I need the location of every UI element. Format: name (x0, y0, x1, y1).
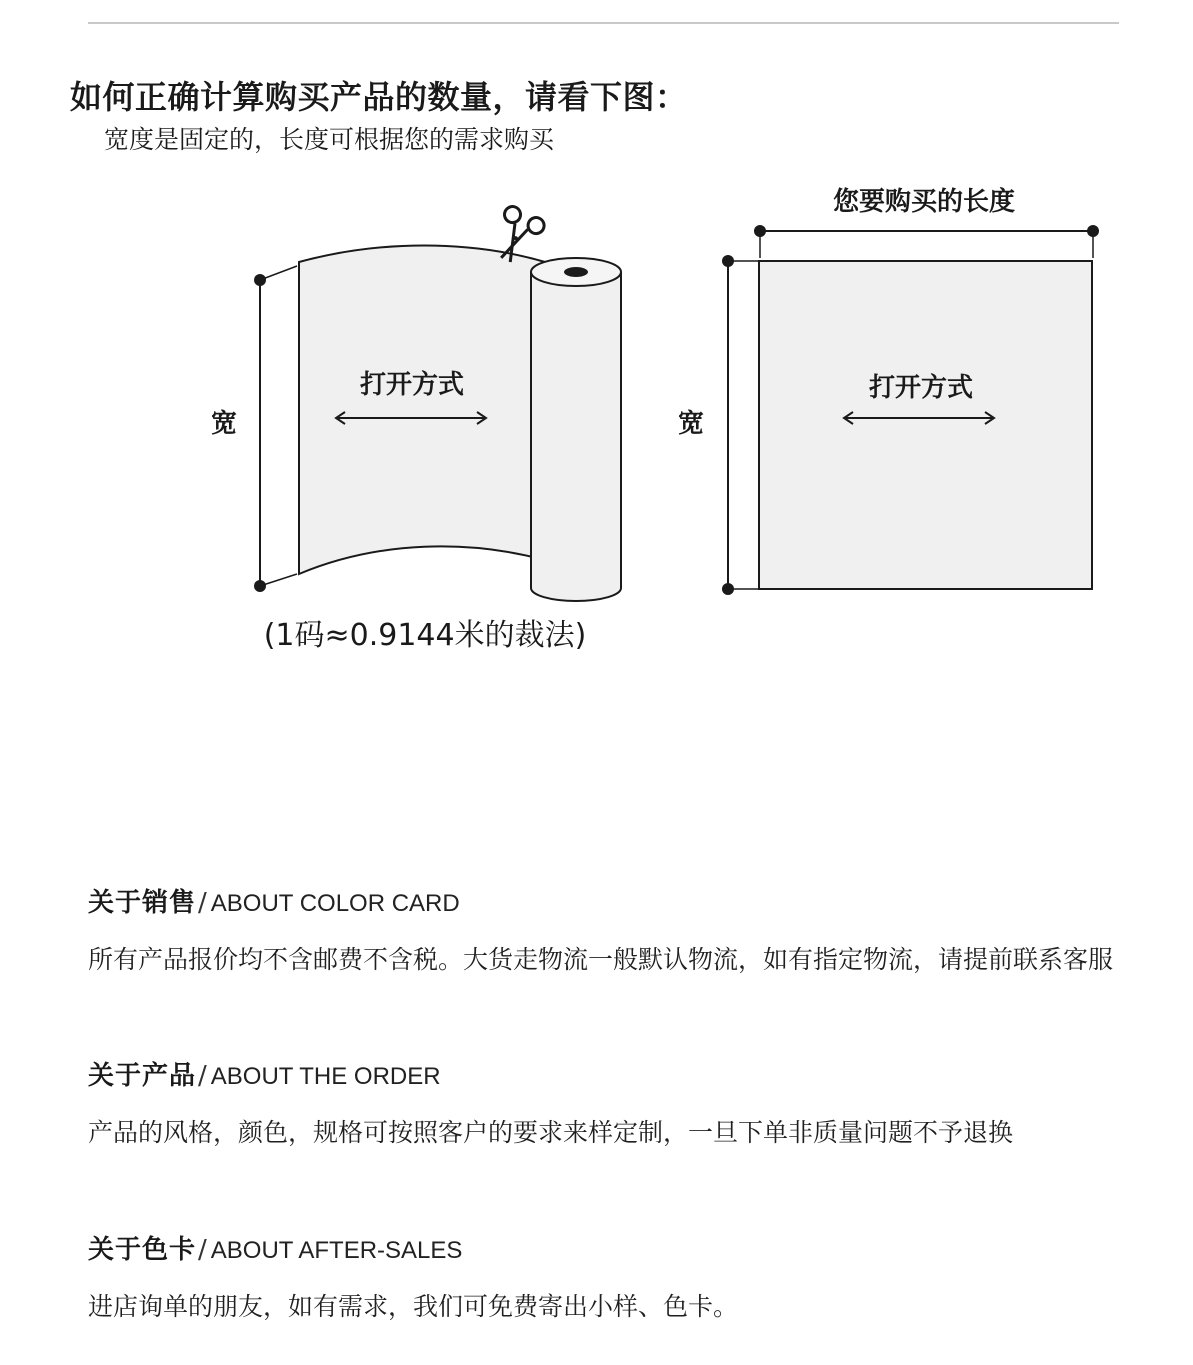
dimension-dot (1087, 225, 1099, 237)
section-product (88, 1055, 1128, 1150)
section-title-cn: 关于销售 (88, 888, 197, 918)
section-heading: 关于销售/ ABOUT COLOR CARD (88, 888, 460, 918)
section-title-cn: 关于色卡 (88, 1235, 197, 1265)
roll-core-hole (564, 267, 588, 277)
purchase-diagram (0, 170, 1193, 670)
roll-diagram (211, 204, 621, 653)
section-body: 产品的风格，颜色，规格可按照客户的要求来样定制，一旦下单非质量问题不予退换 (88, 1118, 1014, 1147)
roll-width-label: 宽 (210, 409, 238, 439)
section-title-en: ABOUT THE ORDER (210, 1063, 441, 1090)
section-body: 进店询单的朋友，如有需求，我们可免费寄出小样、色卡。 (88, 1292, 739, 1321)
roll-open-label: 打开方式 (359, 370, 465, 400)
fabric-roll (531, 272, 621, 588)
dimension-dot (754, 225, 766, 237)
dimension-dot (722, 583, 734, 595)
section-heading: 关于产品/ ABOUT THE ORDER (88, 1061, 441, 1091)
section-body: 所有产品报价均不含邮费不含税。大货走物流一般默认物流，如有指定物流，请提前联系客服 (88, 945, 1114, 974)
sheet-width-label: 宽 (677, 409, 705, 439)
sheet-diagram (678, 186, 1099, 595)
section-title-en: ABOUT COLOR CARD (210, 890, 460, 917)
section-color-card (88, 1229, 1128, 1324)
sheet-open-label: 打开方式 (868, 373, 974, 403)
section-sales (88, 882, 1128, 977)
roll-caption: (1码≈0.9144米的裁法) (263, 618, 587, 653)
page-title: 如何正确计算购买产品的数量，请看下图： (70, 78, 688, 116)
dimension-dot (254, 580, 266, 592)
top-divider (88, 22, 1119, 24)
section-title-cn: 关于产品 (88, 1061, 197, 1091)
fabric-sheet (759, 261, 1092, 589)
dimension-dot (254, 274, 266, 286)
dimension-dot (722, 255, 734, 267)
section-title-en: ABOUT AFTER-SALES (210, 1237, 463, 1264)
section-heading: 关于色卡/ ABOUT AFTER-SALES (88, 1235, 463, 1265)
page-subtitle: 宽度是固定的，长度可根据您的需求购买 (104, 125, 555, 154)
unrolled-fabric-panel (299, 246, 545, 575)
purchase-length-label: 您要购买的长度 (832, 187, 1016, 217)
